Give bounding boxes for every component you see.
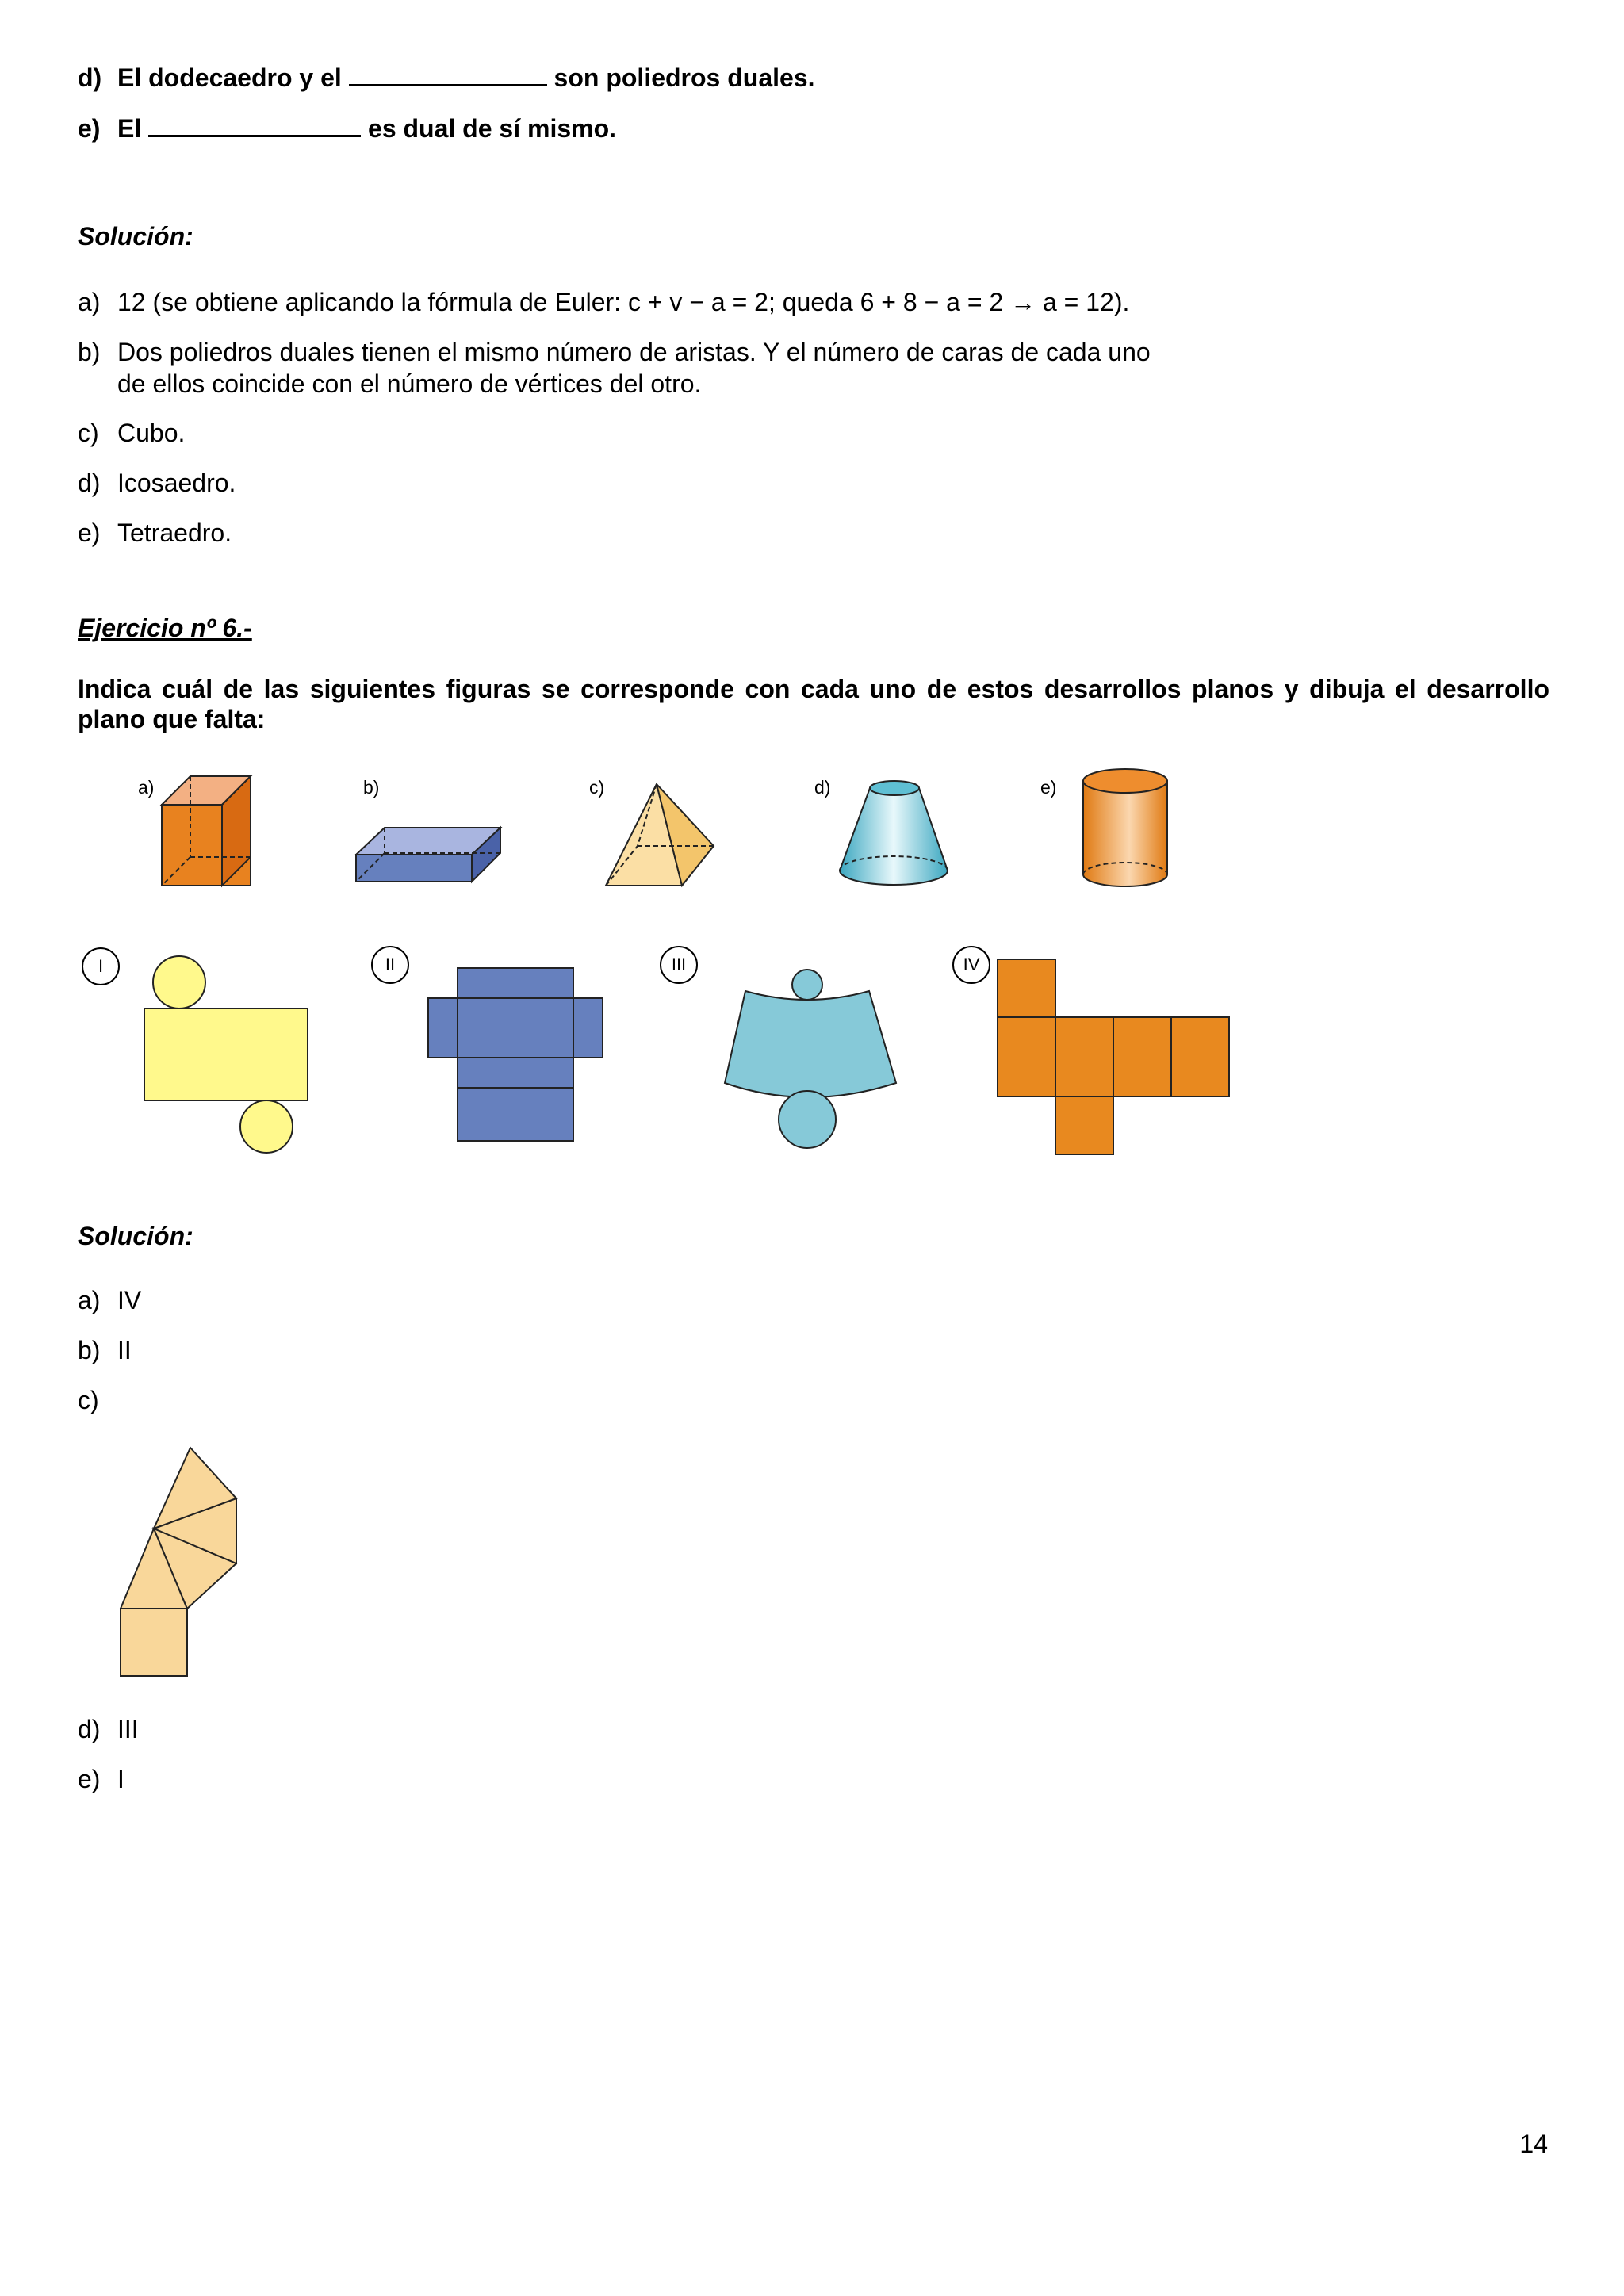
square-pyramid-figure xyxy=(603,781,718,888)
cylinder-figure xyxy=(1080,765,1171,892)
solution-e-text: Tetraedro. xyxy=(117,519,232,547)
question-e-label: e) xyxy=(78,114,101,143)
solution-d-text: Icosaedro. xyxy=(117,469,236,497)
answer-blank xyxy=(349,60,547,86)
solution-e-label: e) xyxy=(78,519,101,547)
exercise-title: Ejercicio nº 6.- xyxy=(78,614,252,642)
question-d-before: El dodecaedro y el xyxy=(117,63,342,92)
net-III-label: III xyxy=(660,946,698,984)
net-IV-label: IV xyxy=(952,946,990,984)
answer-blank xyxy=(148,111,361,137)
answer-e xyxy=(78,1764,124,1794)
solution-a-text: 12 (se obtiene aplicando la fórmula de Euler: c + v − a = 2; queda 6 + 8 − a = 2 → a = 12). xyxy=(117,288,1130,316)
answer-e-text: I xyxy=(117,1765,124,1793)
solution-a xyxy=(78,287,1129,317)
solution-a-label: a) xyxy=(78,288,101,316)
question-d xyxy=(78,60,815,93)
solution-c-label: c) xyxy=(78,419,99,447)
figure-a-label: a) xyxy=(138,777,155,798)
answer-b xyxy=(78,1335,132,1365)
cylinder-net xyxy=(141,954,312,1156)
figure-b-label: b) xyxy=(363,777,380,798)
figure-c-label: c) xyxy=(589,777,605,798)
exercise-statement: Indica cuál de las siguientes figuras se corresponde con cada uno de estos desarrollos planos y dibuja el desarrollo plano que falta: xyxy=(78,675,1549,733)
answer-e-label: e) xyxy=(78,1765,101,1793)
solution-c-text: Cubo. xyxy=(117,419,186,447)
cube-figure xyxy=(159,773,254,892)
prism-net xyxy=(427,965,606,1144)
solution-heading: Solución: xyxy=(78,222,193,251)
answer-b-text: II xyxy=(117,1336,132,1364)
question-e-before: El xyxy=(117,114,142,143)
pyramid-net-drawing xyxy=(117,1445,244,1678)
question-e-after: es dual de sí mismo. xyxy=(368,114,617,143)
answer-a-text: IV xyxy=(117,1286,142,1314)
cube-net xyxy=(996,958,1234,1158)
figure-e-label: e) xyxy=(1040,777,1057,798)
solution-d xyxy=(78,468,236,498)
solution-d-label: d) xyxy=(78,469,101,497)
figure-d-label: d) xyxy=(814,777,831,798)
truncated-cone-figure xyxy=(837,777,952,892)
solution-b xyxy=(78,337,1151,367)
answer-d-text: III xyxy=(117,1715,139,1743)
answer-b-label: b) xyxy=(78,1336,101,1364)
answer-c xyxy=(78,1385,117,1415)
cone-frustum-net xyxy=(722,967,900,1151)
question-d-after: son poliedros duales. xyxy=(553,63,815,92)
answer-d-label: d) xyxy=(78,1715,101,1743)
net-I-label: I xyxy=(82,947,120,985)
solution-b-label: b) xyxy=(78,338,101,366)
page-number: 14 xyxy=(1519,2130,1548,2158)
solution-c xyxy=(78,418,185,448)
question-d-label: d) xyxy=(78,63,102,92)
answer-a xyxy=(78,1285,141,1315)
answer-c-label: c) xyxy=(78,1386,99,1414)
question-e xyxy=(78,111,616,144)
answer-a-label: a) xyxy=(78,1286,101,1314)
answer-d xyxy=(78,1714,139,1744)
solution-e xyxy=(78,518,232,548)
net-II-label: II xyxy=(371,946,409,984)
rectangular-prism-figure xyxy=(353,825,504,884)
solution-b-line2: de ellos coincide con el número de vértices del otro. xyxy=(117,369,702,398)
solution-b-line1: Dos poliedros duales tienen el mismo número de aristas. Y el número de caras de cada uno xyxy=(117,338,1151,366)
solution-heading: Solución: xyxy=(78,1222,193,1250)
